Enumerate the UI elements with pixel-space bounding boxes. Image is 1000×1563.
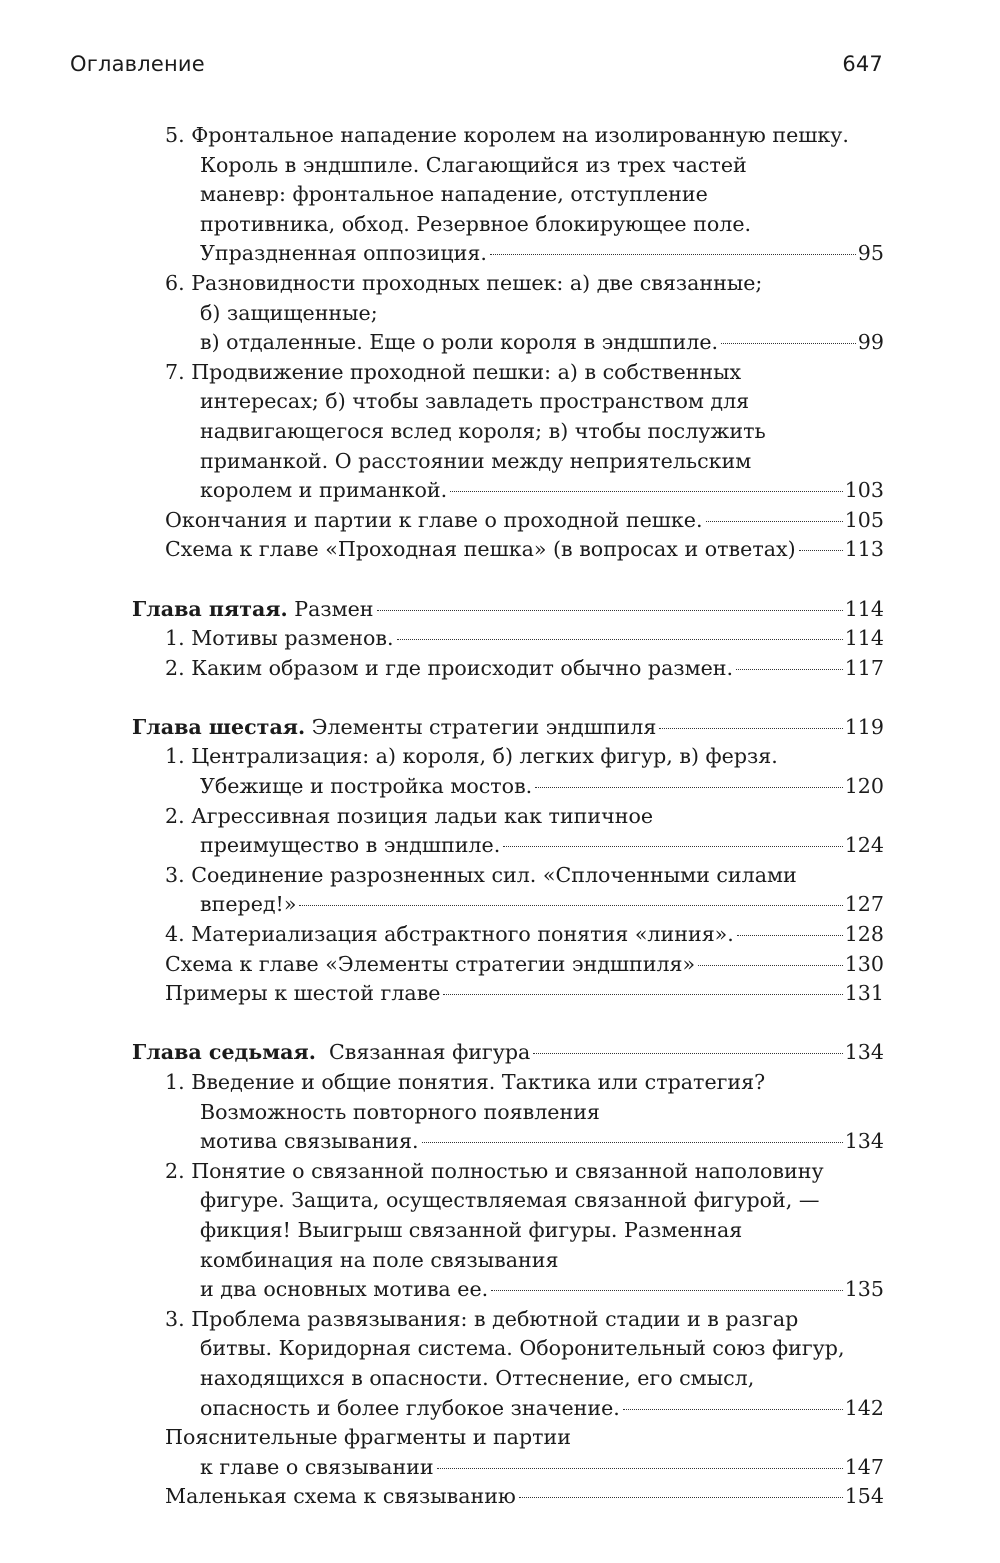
chapter-title: Элементы стратегии эндшпиля bbox=[305, 714, 657, 739]
toc-entry-ch7-small-scheme[interactable] bbox=[132, 1482, 884, 1512]
toc-page-number: 114 bbox=[844, 596, 884, 621]
toc-line: Король в эндшпиле. Слагающийся из трех частей bbox=[200, 152, 747, 177]
toc-line-last bbox=[132, 328, 884, 358]
dot-leader bbox=[422, 1142, 843, 1143]
dot-leader bbox=[623, 1409, 843, 1410]
toc-line-text: 1. Мотивы разменов. bbox=[165, 626, 394, 651]
toc-line: 3. Проблема развязывания: в дебютной стадии и в разгар bbox=[165, 1306, 799, 1331]
dot-leader bbox=[799, 550, 843, 551]
dot-leader bbox=[491, 1290, 843, 1291]
toc-entry-ch4-s6[interactable] bbox=[132, 269, 884, 358]
dot-leader bbox=[450, 491, 843, 492]
dot-leader bbox=[437, 1468, 843, 1469]
toc-line: 6. Разновидности проходных пешек: а) две связанные; bbox=[165, 270, 763, 295]
toc-line: 3. Соединение разрозненных сил. «Сплоченными силами bbox=[165, 862, 797, 887]
toc-chapter-heading bbox=[132, 1038, 530, 1068]
header-page-number: 647 bbox=[842, 52, 883, 76]
toc-entry-ch4-s5[interactable] bbox=[132, 121, 884, 269]
toc-line-text: Упраздненная оппозиция. bbox=[200, 241, 487, 266]
section-gap bbox=[132, 683, 884, 713]
toc-line: комбинация на поле связывания bbox=[200, 1247, 559, 1272]
toc-line-last bbox=[132, 831, 884, 861]
toc-line-text: 2. Каким образом и где происходит обычно размен. bbox=[165, 655, 734, 680]
toc-page-number: 105 bbox=[844, 507, 884, 532]
toc-page-number: 147 bbox=[844, 1454, 884, 1479]
section-gap bbox=[132, 1009, 884, 1039]
toc-line-text: в) отдаленные. Еще о роли короля в эндшпиле. bbox=[200, 330, 719, 355]
toc-chapter-7[interactable] bbox=[132, 1038, 884, 1068]
toc-entry-ch7-s3[interactable] bbox=[132, 1305, 884, 1423]
toc-line-text: и два основных мотива ее. bbox=[200, 1277, 489, 1302]
toc-line-last bbox=[132, 1127, 884, 1157]
toc-line-last bbox=[132, 1394, 884, 1424]
toc-line-text: мотива связывания. bbox=[200, 1129, 419, 1154]
toc-line: 1. Централизация: а) короля, б) легких фигур, в) ферзя. bbox=[165, 744, 778, 769]
toc-entry-ch4-scheme[interactable] bbox=[132, 535, 884, 565]
dot-leader bbox=[659, 728, 842, 729]
toc-entry-ch4-endings[interactable] bbox=[132, 506, 884, 536]
toc-line: приманкой. О расстоянии между неприятельским bbox=[200, 448, 752, 473]
toc-line: 2. Агрессивная позиция ладьи как типичное bbox=[165, 803, 654, 828]
dot-leader bbox=[736, 669, 843, 670]
toc-entry-ch5-s1[interactable] bbox=[132, 624, 884, 654]
chapter-label: Глава пятая. bbox=[132, 596, 288, 621]
toc-line: 1. Введение и общие понятия. Тактика или стратегия? bbox=[165, 1070, 766, 1094]
running-header bbox=[70, 52, 883, 86]
dot-leader bbox=[503, 846, 842, 847]
dot-leader bbox=[299, 905, 842, 906]
toc-page-number: 99 bbox=[857, 330, 884, 355]
toc-entry-ch6-s2[interactable] bbox=[132, 802, 884, 861]
toc-line-last bbox=[132, 476, 884, 506]
toc-line-text: опасность и более глубокое значение. bbox=[200, 1395, 620, 1420]
toc-page-number: 117 bbox=[844, 655, 884, 680]
toc-page-number: 142 bbox=[844, 1395, 884, 1420]
toc-page-number: 120 bbox=[844, 774, 884, 799]
dot-leader bbox=[377, 610, 843, 611]
toc-line-text: преимущество в эндшпиле. bbox=[200, 833, 501, 858]
toc-chapter-5[interactable] bbox=[132, 595, 884, 625]
toc-chapter-6[interactable] bbox=[132, 713, 884, 743]
toc-line-last bbox=[132, 890, 884, 920]
chapter-title: Связанная фигура bbox=[315, 1040, 531, 1065]
toc-line: находящихся в опасности. Оттеснение, его смысл, bbox=[200, 1365, 755, 1390]
toc-entry-ch4-s7[interactable] bbox=[132, 358, 884, 506]
toc-line-text: Схема к главе «Элементы стратегии эндшпиля» bbox=[165, 951, 696, 976]
toc-page-number: 119 bbox=[844, 714, 884, 739]
toc-line: маневр: фронтальное нападение, отступление bbox=[200, 182, 708, 207]
dot-leader bbox=[535, 787, 842, 788]
toc-line-last bbox=[132, 239, 884, 269]
toc-line: фигуре. Защита, осуществляемая связанной фигурой, — bbox=[200, 1188, 820, 1213]
toc-entry-ch6-s4[interactable] bbox=[132, 920, 884, 950]
toc-chapter-heading bbox=[132, 595, 374, 625]
toc-page-number: 131 bbox=[844, 981, 884, 1006]
toc-entry-ch7-fragments[interactable] bbox=[132, 1423, 884, 1482]
toc-entry-ch6-s1[interactable] bbox=[132, 742, 884, 801]
toc-chapter-heading bbox=[132, 713, 656, 743]
dot-leader bbox=[533, 1053, 842, 1054]
toc-line-last bbox=[132, 1275, 884, 1305]
toc-line-text: Схема к главе «Проходная пешка» (в вопросах и ответах) bbox=[165, 537, 796, 562]
toc-page-number: 134 bbox=[844, 1040, 884, 1065]
toc-line: Пояснительные фрагменты и партии bbox=[165, 1425, 571, 1450]
toc-line-last bbox=[132, 772, 884, 802]
toc-page-number: 113 bbox=[844, 537, 884, 562]
table-of-contents bbox=[132, 121, 884, 1512]
toc-entry-ch6-scheme[interactable] bbox=[132, 950, 884, 980]
toc-page-number: 135 bbox=[844, 1277, 884, 1302]
dot-leader bbox=[519, 1497, 843, 1498]
toc-page-number: 114 bbox=[844, 626, 884, 651]
chapter-label: Глава седьмая. bbox=[132, 1040, 316, 1065]
dot-leader bbox=[737, 935, 843, 936]
toc-line: 7. Продвижение проходной пешки: а) в собственных bbox=[165, 359, 742, 384]
chapter-label: Глава шестая. bbox=[132, 714, 306, 739]
toc-line-text: Примеры к шестой главе bbox=[165, 981, 441, 1006]
toc-page-number: 103 bbox=[844, 478, 884, 503]
section-gap bbox=[132, 565, 884, 595]
toc-line-text: 4. Материализация абстрактного понятия «линия». bbox=[165, 922, 734, 947]
toc-line-text: к главе о связывании bbox=[200, 1454, 434, 1479]
toc-page-number: 127 bbox=[844, 892, 884, 917]
toc-page-number: 124 bbox=[844, 833, 884, 858]
toc-line: 2. Понятие о связанной полностью и связанной наполовину bbox=[165, 1158, 824, 1183]
toc-line: фикция! Выигрыш связанной фигуры. Разменная bbox=[200, 1217, 743, 1242]
toc-line: противника, обход. Резервное блокирующее поле. bbox=[200, 211, 752, 236]
header-title: Оглавление bbox=[70, 52, 205, 76]
chapter-title: Размен bbox=[287, 596, 374, 621]
toc-line-text: Маленькая схема к связыванию bbox=[165, 1484, 516, 1509]
dot-leader bbox=[397, 639, 843, 640]
toc-line-text: королем и приманкой. bbox=[200, 478, 448, 503]
dot-leader bbox=[698, 965, 843, 966]
toc-entry-ch7-s1[interactable] bbox=[132, 1068, 884, 1157]
toc-line: Возможность повторного появления bbox=[200, 1099, 600, 1124]
toc-line: 5. Фронтальное нападение королем на изолированную пешку. bbox=[165, 123, 849, 147]
dot-leader bbox=[721, 343, 856, 344]
dot-leader bbox=[490, 254, 856, 255]
toc-line-last bbox=[132, 1453, 884, 1483]
toc-page-number: 154 bbox=[844, 1484, 884, 1509]
dot-leader bbox=[706, 521, 843, 522]
toc-line: надвигающегося вслед короля; в) чтобы послужить bbox=[200, 418, 766, 443]
toc-entry-ch6-examples[interactable] bbox=[132, 979, 884, 1009]
toc-page-number: 128 bbox=[844, 922, 884, 947]
toc-page-number: 134 bbox=[844, 1129, 884, 1154]
toc-page-number: 95 bbox=[857, 241, 884, 266]
toc-line-text: вперед!» bbox=[200, 892, 297, 917]
toc-entry-ch6-s3[interactable] bbox=[132, 861, 884, 920]
toc-line: битвы. Коридорная система. Оборонительный союз фигур, bbox=[200, 1336, 845, 1361]
dot-leader bbox=[443, 994, 842, 995]
toc-entry-ch5-s2[interactable] bbox=[132, 654, 884, 684]
toc-page-number: 130 bbox=[844, 951, 884, 976]
toc-line: интересах; б) чтобы завладеть пространством для bbox=[200, 389, 750, 414]
toc-entry-ch7-s2[interactable] bbox=[132, 1157, 884, 1305]
toc-line: б) защищенные; bbox=[200, 300, 378, 325]
toc-line-text: Окончания и партии к главе о проходной пешке. bbox=[165, 507, 703, 532]
toc-line-text: Убежище и постройка мостов. bbox=[200, 774, 533, 799]
